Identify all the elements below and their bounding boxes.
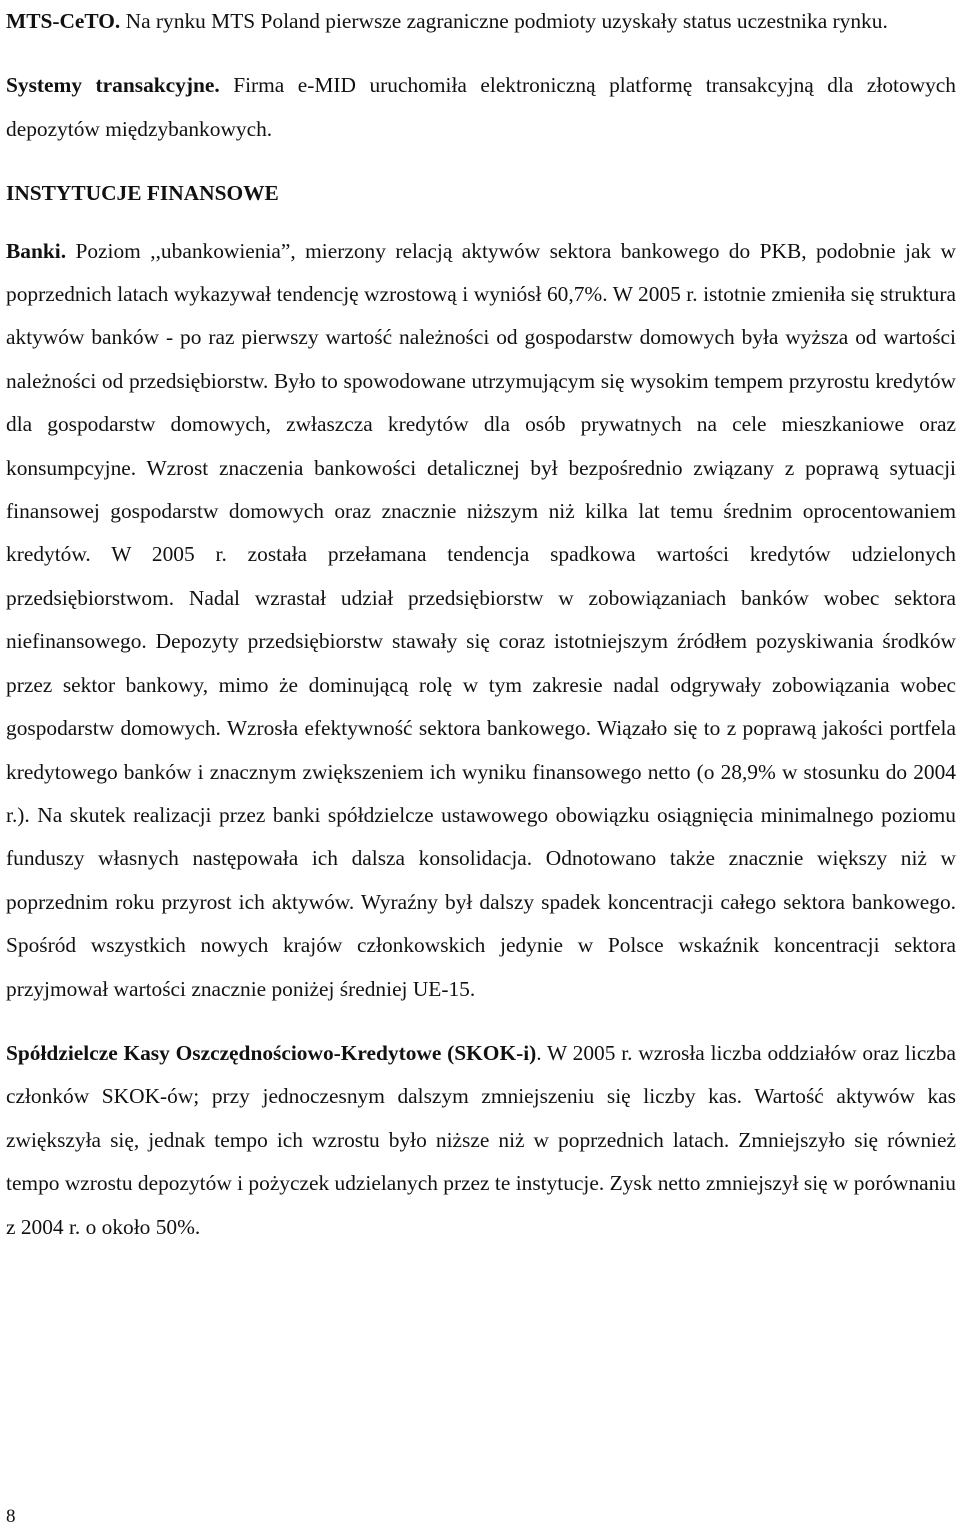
page-number: 8 — [6, 1506, 16, 1527]
paragraph-text: Poziom ,,ubankowienia”, mierzony relacją aktywów sektora bankowego do PKB, podobnie jak w poprzednich latach wykazywał tendencję wzrostową i wyniósł 60,7%. W 2005 r. istotnie zmieniła się struktura aktywów banków - po raz pierwszy wartość należności od gospodarstw domowych była wyższa od wartości należności od przedsiębiorstw. Było to spowodowane utrzymującym się wysokim tempem przyrostu kredytów dla gospodarstw domowych, zwłaszcza kredytów dla osób prywatnych na cele mieszkaniowe oraz konsumpcyjne. Wzrost znaczenia bankowości detalicznej był bezpośrednio związany z poprawą sytuacji finansowej gospodarstw domowych oraz znacznie niższym niż kilka lat temu średnim oprocentowaniem kredytów. W 2005 r. została przełamana tendencja spadkowa wartości kredytów udzielonych przedsiębiorstwom. Nadal wzrastał udział przedsiębiorstw w zobowiązaniach banków wobec sektora niefinansowego. Depozyty przedsiębiorstw stawały się coraz istotniejszym źródłem pozyskiwania środków przez sektor bankowy, mimo że dominującą rolę w tym zakresie nadal odgrywały zobowiązania wobec gospodarstw domowych. Wzrosła efektywność sektora bankowego. Wiązało się to z poprawą jakości portfela kredytowego banków i znacznym zwiększeniem ich wyniku finansowego netto (o 28,9% w stosunku do 2004 r.). Na skutek realizacji przez banki spółdzielcze ustawowego obowiązku osiągnięcia minimalnego poziomu funduszy własnych następowała ich dalsza konsolidacja. Odnotowano także znacznie większy niż w poprzednim roku przyrost ich aktywów. Wyraźny był dalszy spadek koncentracji całego sektora bankowego. Spośród wszystkich nowych krajów członkowskich jedynie w Polsce wskaźnik koncentracji sektora przyjmował wartości znacznie poniżej średniej UE-15. — [6, 238, 956, 1001]
paragraph-text: . W 2005 r. wzrosła liczba oddziałów oraz liczba członków SKOK-ów; przy jednoczesnym dalszym zmniejszeniu się liczby kas. Wartość aktywów kas zwiększyła się, jednak tempo ich wzrostu było niższe niż w poprzednich latach. Zmniejszyło się również tempo wzrostu depozytów i pożyczek udzielanych przez te instytucje. Zysk netto zmniejszył się w porównaniu z 2004 r. o około 50%. — [6, 1040, 956, 1239]
paragraph-skok — [6, 1032, 956, 1249]
document-page — [6, 0, 956, 1249]
paragraph-systemy-transakcyjne — [6, 64, 956, 151]
paragraph-banki — [6, 230, 956, 1011]
paragraph-lead: MTS-CeTO. — [6, 9, 121, 33]
paragraph-text: Na rynku MTS Poland pierwsze zagraniczne podmioty uzyskały status uczestnika rynku. — [120, 9, 888, 33]
paragraph-mts-ceto — [6, 0, 956, 43]
paragraph-lead: Systemy transakcyjne. — [6, 73, 220, 98]
paragraph-text: Firma e-MID uruchomiła elektroniczną platformę transakcyjną dla złotowych depozytów międzybankowych. — [6, 73, 956, 141]
paragraph-lead: Spółdzielcze Kasy Oszczędnościowo-Kredytowe (SKOK-i) — [6, 1040, 537, 1065]
paragraph-lead: Banki. — [6, 238, 67, 263]
section-heading: INSTYTUCJE FINANSOWE — [6, 181, 279, 206]
